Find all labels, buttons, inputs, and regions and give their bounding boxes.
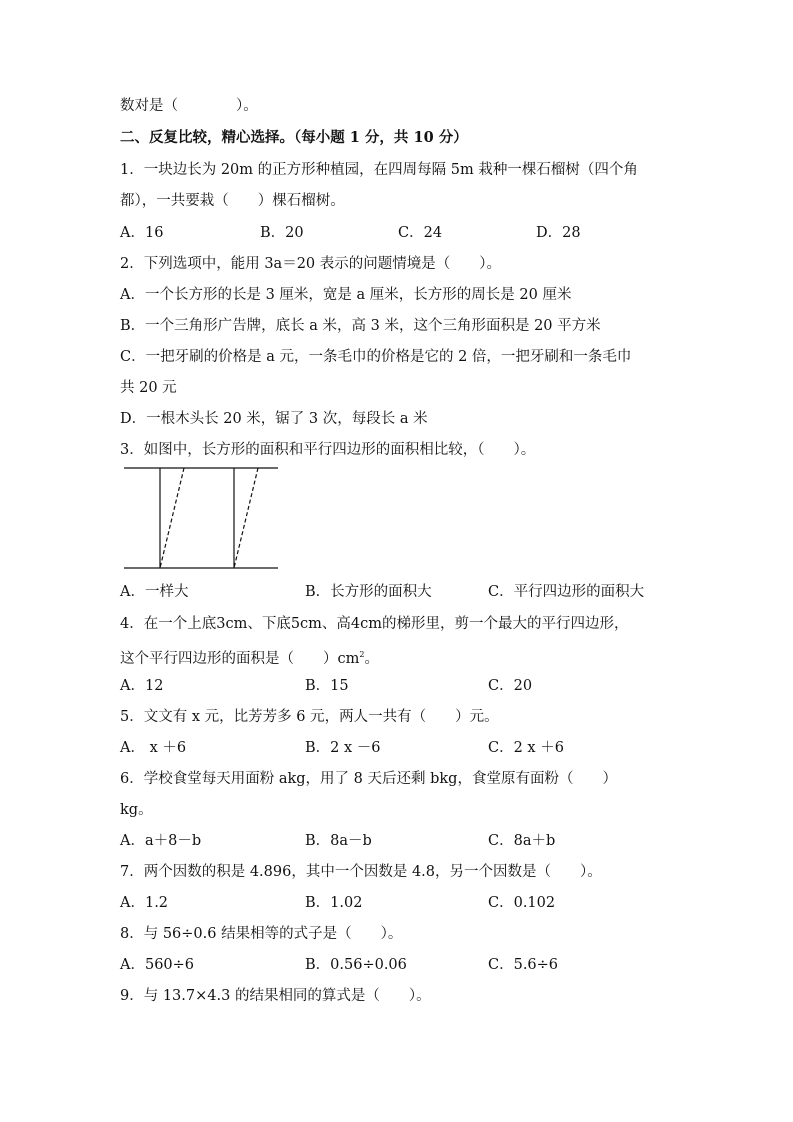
q2-option-b: B．一个三角形广告牌，底长 a 米，高 3 米，这个三角形面积是 20 平方米 (120, 318, 601, 334)
q4-text-main: 这个平行四边形的面积是（ ）cm (120, 650, 360, 667)
q1-option-a: A．16 (120, 225, 164, 241)
q1-text-line1: 1．一块边长为 20m 的正方形种植园，在四周每隔 5m 栽种一棵石榴树（四个角 (120, 162, 638, 178)
q3-option-a: A．一样大 (120, 584, 189, 600)
q6-text-line2: kg。 (120, 802, 153, 818)
q2-text: 2．下列选项中，能用 3a＝20 表示的问题情境是（ ）。 (120, 256, 502, 272)
q4-option-c: C．20 (488, 678, 533, 694)
q7-text: 7．两个因数的积是 4.896，其中一个因数是 4.8，另一个因数是（ ）。 (120, 864, 602, 880)
q1-option-b: B．20 (260, 225, 304, 241)
q2-option-a: A．一个长方形的长是 3 厘米，宽是 a 厘米，长方形的周长是 20 厘米 (120, 287, 572, 303)
q7-option-b: B．1.02 (305, 895, 363, 911)
q3-option-c: C．平行四边形的面积大 (488, 584, 645, 600)
q8-text: 8．与 56÷0.6 结果相等的式子是（ ）。 (120, 926, 403, 942)
q9-text: 9．与 13.7×4.3 的结果相同的算式是（ ）。 (120, 988, 431, 1004)
q2-option-c-line2: 共 20 元 (120, 380, 177, 396)
q6-option-c: C．8a＋b (488, 833, 556, 849)
q1-option-d: D．28 (536, 225, 581, 241)
q1-option-c: C．24 (398, 225, 443, 241)
q3-figure (122, 462, 280, 574)
q2-option-c-line1: C．一把牙刷的价格是 a 元，一条毛巾的价格是它的 2 倍，一把牙刷和一条毛巾 (120, 349, 632, 365)
line-prev-question-end: 数对是（ ）。 (120, 98, 258, 114)
q4-text-line2 (120, 645, 379, 669)
q8-option-c: C．5.6÷6 (488, 957, 559, 973)
q1-text-line2: 都），一共要栽（ ）棵石榴树。 (120, 193, 345, 209)
q4-option-b: B．15 (305, 678, 349, 694)
q8-option-b: B．0.56÷0.06 (305, 957, 407, 973)
q4-option-a: A．12 (120, 678, 164, 694)
q6-text-line1: 6．学校食堂每天用面粉 akg，用了 8 天后还剩 bkg，食堂原有面粉（ ） (120, 771, 617, 787)
section-heading: 二、反复比较，精心选择。（每小题 1 分，共 10 分） (120, 129, 468, 146)
q7-option-c: C．0.102 (488, 895, 556, 911)
q5-option-a: A． x ＋6 (120, 740, 187, 756)
q5-option-b: B．2 x －6 (305, 740, 381, 756)
parallelogram-right-side (234, 468, 258, 568)
q4-text-line1: 4．在一个上底3cm、下底5cm、高4cm的梯形里，剪一个最大的平行四边形， (120, 616, 629, 632)
q3-text: 3．如图中，长方形的面积和平行四边形的面积相比较，（ ）。 (120, 442, 536, 458)
parallelogram-left-side (160, 468, 184, 568)
q4-unit-exponent: 2 (359, 650, 365, 659)
q5-option-c: C．2 x ＋6 (488, 740, 564, 756)
q4-text-end: 。 (364, 650, 379, 667)
q7-option-a: A．1.2 (120, 895, 169, 911)
q8-option-a: A．560÷6 (120, 957, 195, 973)
q6-option-a: A．a＋8－b (120, 833, 202, 849)
q2-option-d: D．一根木头长 20 米，锯了 3 次，每段长 a 米 (120, 411, 428, 427)
q6-option-b: B．8a－b (305, 833, 372, 849)
q5-text: 5．文文有 x 元，比芳芳多 6 元，两人一共有（ ）元。 (120, 709, 499, 725)
q3-option-b: B．长方形的面积大 (305, 584, 432, 600)
